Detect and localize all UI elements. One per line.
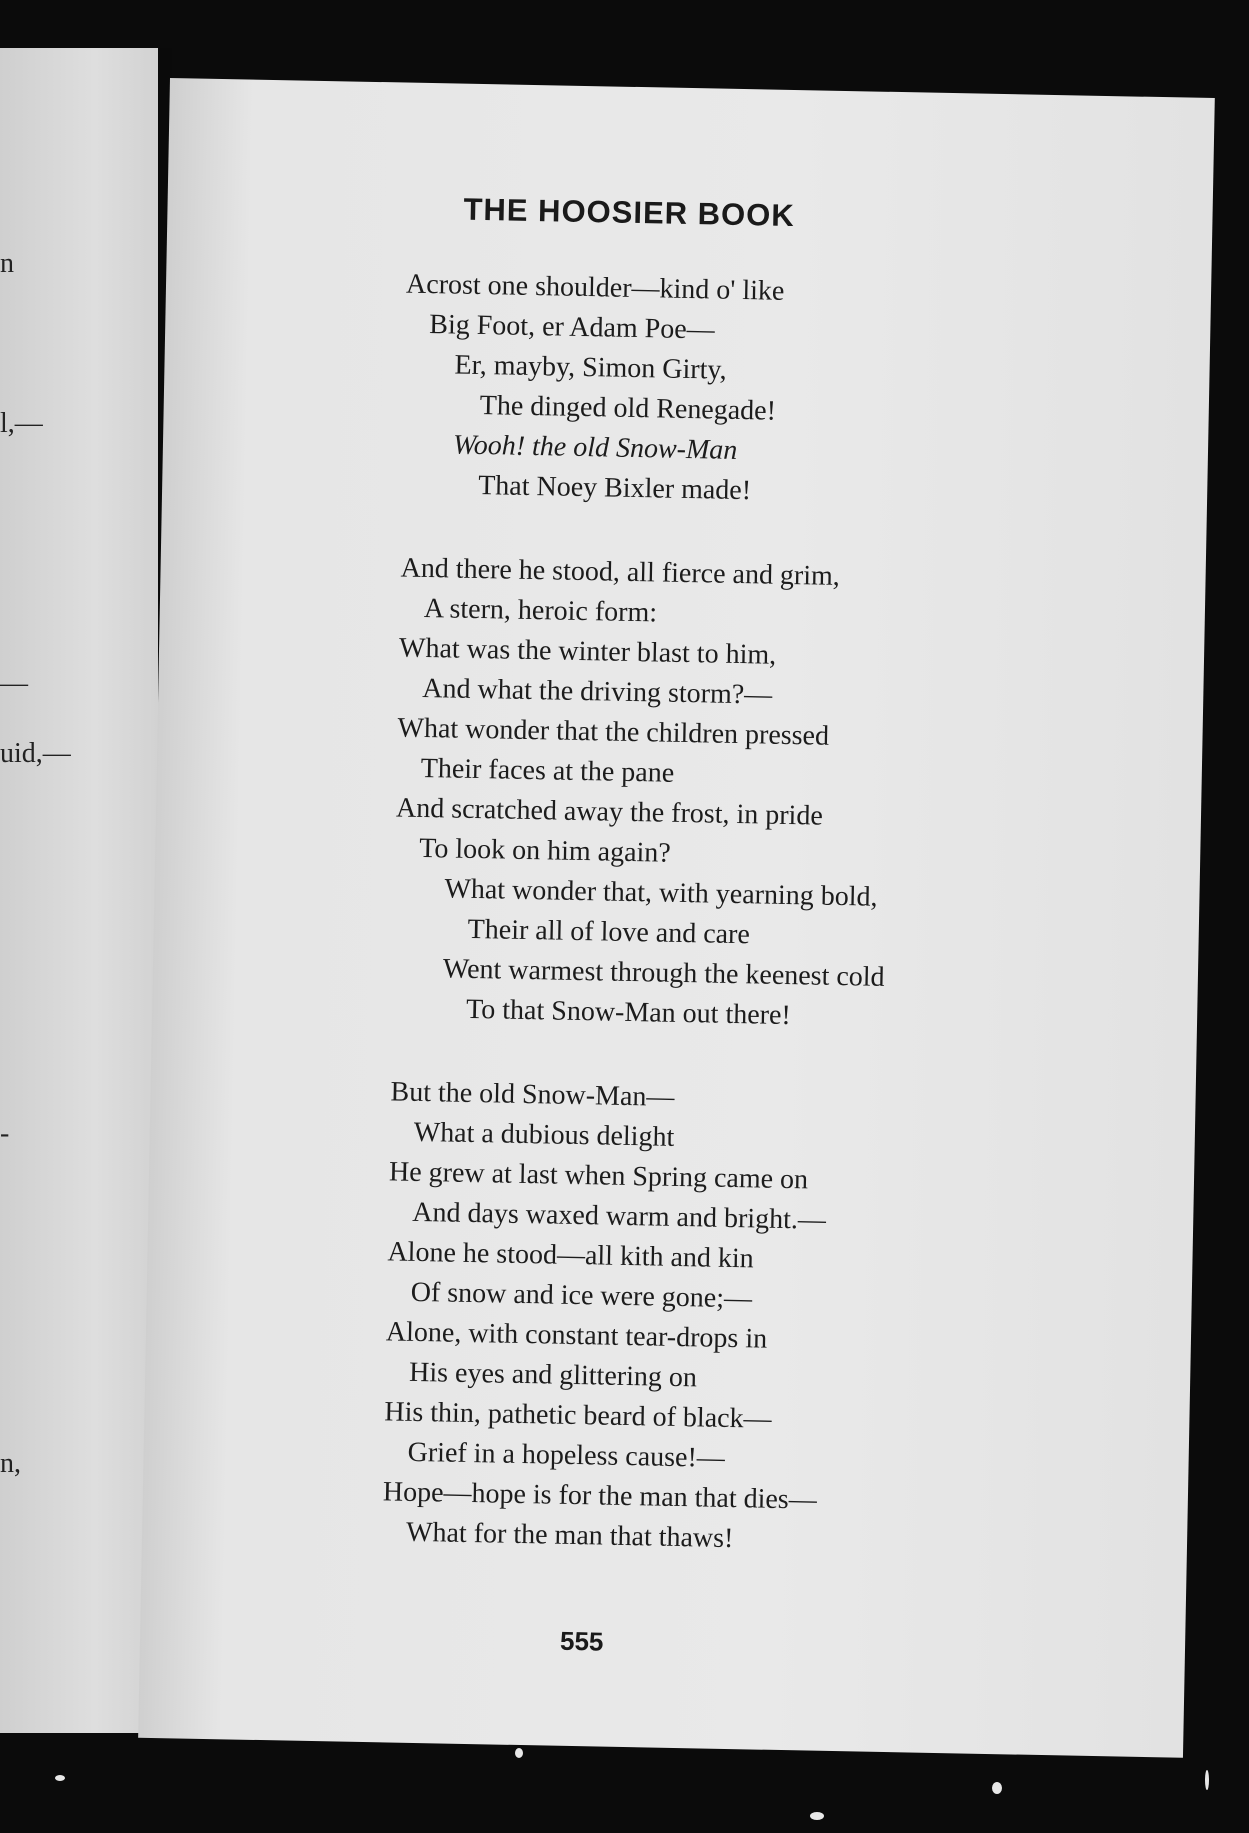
poem-line: Alone, with constant tear-drops in <box>385 1316 768 1355</box>
poem-line: Acrost one shoulder—kind o' like <box>405 268 785 307</box>
running-head: THE HOOSIER BOOK <box>463 191 796 234</box>
poem-line: Their all of love and care <box>467 913 751 951</box>
poem-line: Went warmest through the keenest cold <box>442 953 885 993</box>
poem-line: His thin, pathetic beard of black— <box>384 1396 772 1435</box>
poem-line: Alone he stood—all kith and kin <box>387 1236 755 1275</box>
poem-line: Of snow and ice were gone;— <box>410 1276 753 1315</box>
scan-speck <box>992 1782 1002 1794</box>
poem-line: Their faces at the pane <box>420 752 675 789</box>
poem-line: To look on him again? <box>418 832 672 869</box>
scan-speck <box>55 1775 65 1781</box>
page-number: 555 <box>559 1625 604 1657</box>
poem-line: What a dubious delight <box>413 1116 675 1153</box>
right-page <box>138 78 1215 1758</box>
scan-speck <box>810 1812 824 1820</box>
left-page-text-fragment: - <box>0 1118 10 1149</box>
left-page-text-fragment: n <box>0 248 14 279</box>
left-page-fragment <box>0 48 158 1733</box>
poem-line: Hope—hope is for the man that dies— <box>382 1476 818 1516</box>
poem-line: Grief in a hopeless cause!— <box>407 1436 726 1474</box>
scan-speck <box>515 1748 523 1758</box>
poem-line: His eyes and glittering on <box>408 1356 698 1394</box>
poem-line: But the old Snow-Man— <box>390 1076 675 1113</box>
poem-line: Big Foot, er Adam Poe— <box>429 309 716 346</box>
poem-line: And what the driving storm?— <box>422 672 773 711</box>
poem-line: A stern, heroic form: <box>423 592 658 629</box>
left-page-text-fragment: n, <box>0 1448 21 1479</box>
left-page-text-fragment: l,— <box>0 408 43 439</box>
poem-line: And there he stood, all fierce and grim, <box>400 552 841 592</box>
poem-line: That Noey Bixler made! <box>477 469 752 507</box>
poem-line: What for the man that thaws! <box>405 1516 734 1555</box>
poem-line: And scratched away the frost, in pride <box>395 792 824 832</box>
poem-line: Wooh! the old Snow-Man <box>452 429 738 466</box>
scan-speck <box>1205 1770 1209 1790</box>
left-page-text-fragment: uid,— <box>0 738 71 769</box>
poem-line: Er, mayby, Simon Girty, <box>454 349 727 386</box>
poem-line: What was the winter blast to him, <box>398 632 777 671</box>
poem-line: He grew at last when Spring came on <box>388 1156 809 1196</box>
poem-line: The dinged old Renegade! <box>479 390 777 427</box>
poem-line: What wonder that, with yearning bold, <box>444 873 878 913</box>
poem-line: What wonder that the children pressed <box>397 712 830 752</box>
left-page-text-fragment: — <box>0 668 28 699</box>
poem-line: And days waxed warm and bright.— <box>411 1196 827 1236</box>
poem-line: To that Snow-Man out there! <box>465 993 792 1032</box>
